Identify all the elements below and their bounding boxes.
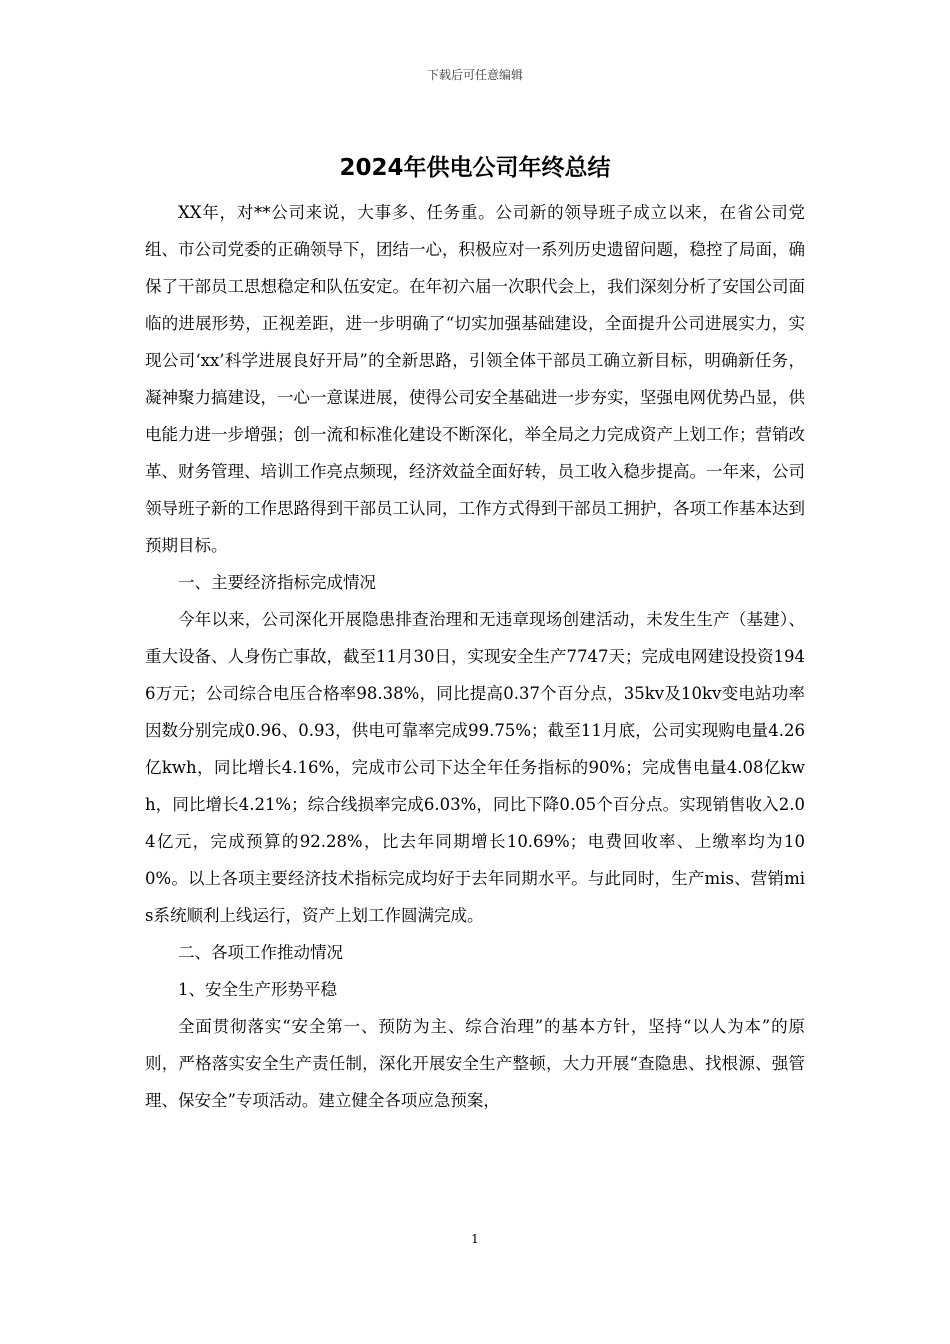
page-header: 下载后可任意编辑 xyxy=(426,68,523,82)
document-body xyxy=(145,194,805,1119)
section-heading-2: 二、各项工作推动情况 xyxy=(178,943,343,962)
page-number: 1 xyxy=(471,1232,479,1246)
subsection-heading-1: 1、安全生产形势平稳 xyxy=(178,980,337,999)
document-title: 2024年供电公司年终总结 xyxy=(339,155,611,181)
intro-paragraph: XX年，对**公司来说，大事多、任务重。公司新的领导班子成立以来，在省公司党组、市公司党委的正确领导下，团结一心，积极应对一系列历史遗留问题，稳控了局面，确保了干部员工思想稳定和队伍安定。在年初六届一次职代会上，我们深刻分析了安国公司面临的进展形势，正视差距，进一步明确了“切实加强基础建设，全面提升公司进展实力，实现公司‘xx’科学进展良好开局”的全新思路，引领全体干部员工确立新目标，明确新任务，凝神聚力搞建设，一心一意谋进展，使得公司安全基础进一步夯实，坚强电网优势凸显，供电能力进一步增强；创一流和标准化建设不断深化，举全局之力完成资产上划工作；营销改革、财务管理、培训工作亮点频现，经济效益全面好转，员工收入稳步提高。一年来，公司领导班子新的工作思路得到干部员工认同，工作方式得到干部员工拥护，各项工作基本达到预期目标。 xyxy=(145,203,805,555)
section-1-paragraph: 今年以来，公司深化开展隐患排查治理和无违章现场创建活动，未发生生产（基建）、重大设备、人身伤亡事故，截至11月30日，实现安全生产7747天；完成电网建设投资1946万元；公司综合电压合格率98.38%，同比提高0.37个百分点，35kv及10kv变电站功率因数分别完成0.96、0.93，供电可靠率完成99.75%；截至11月底，公司实现购电量4.26亿kwh，同比增长4.16%，完成市公司下达全年任务指标的90%；完成售电量4.08亿kwh，同比增长4.21%；综合线损率完成6.03%，同比下降0.05个百分点。实现销售收入2.04亿元，完成预算的92.28%，比去年同期增长10.69%；电费回收率、上缴率均为100%。以上各项主要经济技术指标完成均好于去年同期水平。与此同时，生产mis、营销mis系统顺利上线运行，资产上划工作圆满完成。 xyxy=(145,610,805,925)
subsection-1-paragraph: 全面贯彻落实“安全第一、预防为主、综合治理”的基本方针，坚持“以人为本”的原则，严格落实安全生产责任制，深化开展安全生产整顿，大力开展“查隐患、找根源、强管理、保安全”专项活动。建立健全各项应急预案， xyxy=(145,1017,805,1110)
section-heading-1: 一、主要经济指标完成情况 xyxy=(178,573,376,592)
